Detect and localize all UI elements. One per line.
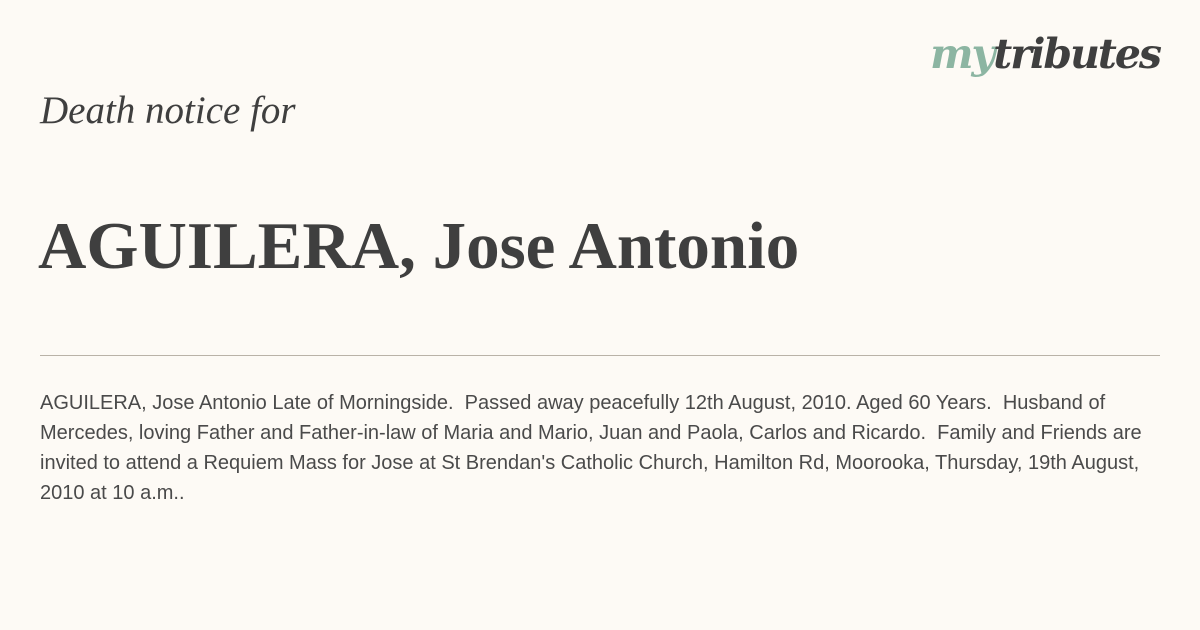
mytributes-logo: [930, 30, 1160, 78]
logo-my-text: my: [930, 30, 994, 78]
notice-label: Death notice for: [40, 89, 296, 132]
logo-tributes-text: tributes: [993, 30, 1160, 78]
notice-body-text: AGUILERA, Jose Antonio Late of Morningside. Passed away peacefully 12th August, 2010. Aged 60 Years. Husband of Mercedes, loving Father and Father-in-law of Maria and Mario, Juan and Paola, Carlos and Ricardo. Family and Friends are invited to attend a Requiem Mass for Jose at St Brendan's Catholic Church, Hamilton Rd, Moorooka, Thursday, 19th August, 2010 at 10 a.m..: [40, 392, 1148, 504]
divider: [40, 355, 1160, 356]
deceased-name: AGUILERA, Jose Antonio: [38, 209, 800, 283]
